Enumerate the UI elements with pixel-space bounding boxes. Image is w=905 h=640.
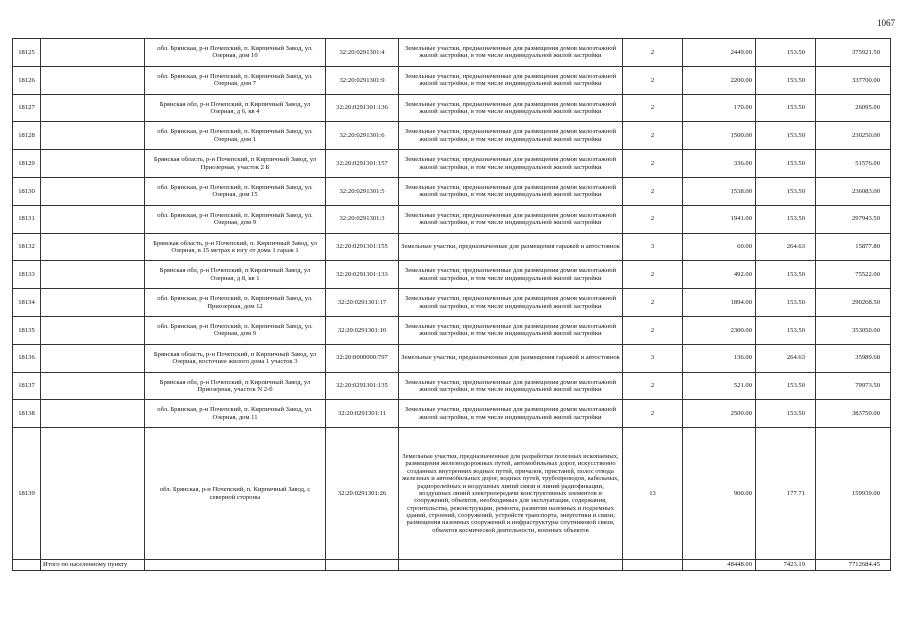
row-address: обл. Брянская, р-н Почепский, п. Кирпичный Завод, ул. Озерная, дом 15 — [145, 177, 326, 205]
row-blank-cell — [41, 400, 145, 428]
total-empty-cell — [13, 560, 41, 571]
row-cadastral-number: 32:20:0291301:135 — [326, 372, 399, 400]
row-area: 2300.00 — [683, 316, 756, 344]
total-empty-cell — [326, 560, 399, 571]
row-blank-cell — [41, 66, 145, 94]
table-row — [13, 205, 891, 233]
row-rate: 153.50 — [756, 122, 816, 150]
row-cadastral-value: 353050.00 — [816, 316, 891, 344]
row-address: Брянская область, р-н Почепский, п Кирпичный Завод, ул Озерная, восточнее жилого дома 1 участок 3 — [145, 344, 326, 372]
row-area: 900.00 — [683, 428, 756, 560]
row-id: 18128 — [13, 122, 41, 150]
row-area: 2500.00 — [683, 400, 756, 428]
row-land-use: Земельные участки, предназначенные для размещения домов малоэтажной жилой застройки, в том числе индивидуальной жилой застройки — [399, 39, 623, 67]
row-id: 18125 — [13, 39, 41, 67]
total-area: 48448.00 — [683, 560, 756, 571]
row-blank-cell — [41, 39, 145, 67]
total-empty-cell — [145, 560, 326, 571]
row-rate: 177.71 — [756, 428, 816, 560]
row-blank-cell — [41, 372, 145, 400]
row-address: обл. Брянская, р-н Почепский, п. Кирпичный Завод, с северной стороны — [145, 428, 326, 560]
row-land-use: Земельные участки, предназначенные для размещения домов малоэтажной жилой застройки, в том числе индивидуальной жилой застройки — [399, 400, 623, 428]
total-empty-cell — [399, 560, 623, 571]
table-row — [13, 400, 891, 428]
table-row — [13, 94, 891, 122]
row-cadastral-number: 32:20:0291301:5 — [326, 177, 399, 205]
row-id: 18129 — [13, 150, 41, 178]
row-blank-cell — [41, 289, 145, 317]
total-label: Итого по населенному пункту — [41, 560, 145, 571]
row-land-use: Земельные участки, предназначенные для размещения домов малоэтажной жилой застройки, в том числе индивидуальной жилой застройки — [399, 66, 623, 94]
row-cadastral-number: 32:20:0291301:17 — [326, 289, 399, 317]
table-row — [13, 66, 891, 94]
row-address: обл. Брянская, р-н Почепский, п. Кирпичный Завод, ул. Озерная, дом 9 — [145, 316, 326, 344]
row-group-code: 2 — [623, 94, 683, 122]
row-cadastral-value: 337700.00 — [816, 66, 891, 94]
row-address: обл. Брянская, р-н Почепский, п. Кирпичный Завод, ул. Озерная, дом 9 — [145, 205, 326, 233]
row-cadastral-value: 159939.00 — [816, 428, 891, 560]
row-rate: 153.50 — [756, 94, 816, 122]
row-rate: 153.50 — [756, 39, 816, 67]
table-row — [13, 150, 891, 178]
row-cadastral-number: 32:20:0291301:9 — [326, 66, 399, 94]
row-rate: 153.50 — [756, 372, 816, 400]
row-group-code: 2 — [623, 205, 683, 233]
row-id: 18132 — [13, 233, 41, 261]
row-cadastral-number: 32:20:0291301:133 — [326, 261, 399, 289]
row-group-code: 2 — [623, 66, 683, 94]
row-area: 2200.00 — [683, 66, 756, 94]
row-rate: 153.50 — [756, 177, 816, 205]
row-group-code: 3 — [623, 344, 683, 372]
page-number: 1067 — [877, 18, 895, 28]
row-rate: 153.50 — [756, 400, 816, 428]
row-address: Брянская область, р-н Почепский, п. Кирпичный Завод, ул Озерная, в 15 метрах к югу от дома 1 гараж 1 — [145, 233, 326, 261]
row-rate: 153.50 — [756, 205, 816, 233]
row-rate: 153.50 — [756, 289, 816, 317]
row-blank-cell — [41, 344, 145, 372]
row-cadastral-value: 79973.50 — [816, 372, 891, 400]
table-row — [13, 289, 891, 317]
row-cadastral-number: 32:20:0291301:155 — [326, 233, 399, 261]
row-id: 18136 — [13, 344, 41, 372]
row-land-use: Земельные участки, предназначенные для размещения домов малоэтажной жилой застройки, в том числе индивидуальной жилой застройки — [399, 261, 623, 289]
row-area: 170.00 — [683, 94, 756, 122]
table-row — [13, 316, 891, 344]
row-cadastral-value: 297943.50 — [816, 205, 891, 233]
row-cadastral-number: 32:20:0291301:10 — [326, 316, 399, 344]
row-land-use: Земельные участки, предназначенные для размещения домов малоэтажной жилой застройки, в том числе индивидуальной жилой застройки — [399, 150, 623, 178]
row-rate: 264.63 — [756, 344, 816, 372]
row-cadastral-number: 32:20:0291301:3 — [326, 205, 399, 233]
row-cadastral-number: 32:20:0291301:26 — [326, 428, 399, 560]
row-blank-cell — [41, 205, 145, 233]
row-id: 18130 — [13, 177, 41, 205]
row-cadastral-number: 32:20:0291301:157 — [326, 150, 399, 178]
table-row — [13, 372, 891, 400]
row-cadastral-value: 230250.00 — [816, 122, 891, 150]
row-rate: 153.50 — [756, 316, 816, 344]
table-row — [13, 344, 891, 372]
total-rate: 7423.19 — [756, 560, 816, 571]
row-area: 1894.00 — [683, 289, 756, 317]
row-cadastral-number: 32:20:0291301:136 — [326, 94, 399, 122]
total-row — [13, 560, 891, 571]
row-area: 521.00 — [683, 372, 756, 400]
row-address: Брянская обл, р-н Почепский, п Кирпичный Завод, ул Озерная, д 8, кв 1 — [145, 261, 326, 289]
row-cadastral-number: 32:20:0291301:4 — [326, 39, 399, 67]
row-group-code: 2 — [623, 39, 683, 67]
row-land-use: Земельные участки, предназначенные для размещения домов малоэтажной жилой застройки, в том числе индивидуальной жилой застройки — [399, 94, 623, 122]
row-cadastral-value: 51576.00 — [816, 150, 891, 178]
row-id: 18131 — [13, 205, 41, 233]
table-row — [13, 261, 891, 289]
table-row-large — [13, 428, 891, 560]
row-cadastral-value: 15877.80 — [816, 233, 891, 261]
row-group-code: 2 — [623, 261, 683, 289]
row-blank-cell — [41, 316, 145, 344]
row-group-code: 2 — [623, 122, 683, 150]
row-rate: 153.50 — [756, 150, 816, 178]
row-cadastral-number: 32:20:0291301:6 — [326, 122, 399, 150]
row-blank-cell — [41, 150, 145, 178]
table-row — [13, 177, 891, 205]
row-land-use: Земельные участки, предназначенные для разработки полезных ископаемых, размещения железнодорожных путей, автомобильных дорог, искусственно созданных внутренних водных путей, причалов, пристаней, полос отвода железных и автомобильных дорог, водных путей, трубопроводов, кабельных, радиорелейных и воздушных линий связи и линий радиофикации, воздушных линий электропередачи конструктивных элементов и сооружений, объектов, необходимых для эксплуатации, содержания, строительства, реконструкции, ремонта, развития наземных и подземных зданий, строений, сооружений, устройств транспорта, энергетики и связи; размещения наземных сооружений и инфраструктуры спутниковой связи, объектов космической деятельности, военных объектов — [399, 428, 623, 560]
row-group-code: 3 — [623, 233, 683, 261]
row-group-code: 2 — [623, 372, 683, 400]
row-area: 1941.00 — [683, 205, 756, 233]
row-group-code: 2 — [623, 150, 683, 178]
row-blank-cell — [41, 233, 145, 261]
row-id: 18138 — [13, 400, 41, 428]
row-blank-cell — [41, 122, 145, 150]
row-land-use: Земельные участки, предназначенные для размещения домов малоэтажной жилой застройки, в том числе индивидуальной жилой застройки — [399, 122, 623, 150]
row-cadastral-value: 290268.50 — [816, 289, 891, 317]
total-value: 7712684.45 — [816, 560, 891, 571]
row-address: Брянская область, р-н Почепский, п Кирпичный Завод, ул Приозерная, участок 2 Б — [145, 150, 326, 178]
row-group-code: 2 — [623, 289, 683, 317]
table-body — [13, 39, 891, 571]
row-group-code: 2 — [623, 177, 683, 205]
row-blank-cell — [41, 177, 145, 205]
row-cadastral-value: 35989.68 — [816, 344, 891, 372]
row-area: 136.00 — [683, 344, 756, 372]
row-cadastral-number: 32:20:0000000:797 — [326, 344, 399, 372]
row-rate: 153.50 — [756, 66, 816, 94]
row-id: 18126 — [13, 66, 41, 94]
row-land-use: Земельные участки, предназначенные для размещения домов малоэтажной жилой застройки, в том числе индивидуальной жилой застройки — [399, 316, 623, 344]
row-group-code: 2 — [623, 316, 683, 344]
row-group-code: 13 — [623, 428, 683, 560]
row-land-use: Земельные участки, предназначенные для размещения гаражей и автостоянок — [399, 344, 623, 372]
row-id: 18133 — [13, 261, 41, 289]
row-address: обл. Брянская, р-н Почепский, п. Кирпичный Завод, ул. Приозерная, дом 12 — [145, 289, 326, 317]
row-address: обл. Брянская, р-н Почепский, п. Кирпичный Завод, ул. Озерная, дом 1 — [145, 122, 326, 150]
row-rate: 153.50 — [756, 261, 816, 289]
row-land-use: Земельные участки, предназначенные для размещения домов малоэтажной жилой застройки, в том числе индивидуальной жилой застройки — [399, 372, 623, 400]
row-address: обл. Брянская, р-н Почепский, п. Кирпичный Завод, ул. Озерная, дом 10 — [145, 39, 326, 67]
row-id: 18127 — [13, 94, 41, 122]
row-cadastral-value: 383750.00 — [816, 400, 891, 428]
row-cadastral-value: 75522.00 — [816, 261, 891, 289]
row-group-code: 2 — [623, 400, 683, 428]
table-row — [13, 122, 891, 150]
row-rate: 264.63 — [756, 233, 816, 261]
row-address: Брянская обл, р-н Почепский, п Кирпичный Завод, ул Приозерная, участок N 2-б — [145, 372, 326, 400]
row-cadastral-value: 236083.00 — [816, 177, 891, 205]
row-id: 18137 — [13, 372, 41, 400]
cadastral-register-table — [12, 38, 891, 571]
row-land-use: Земельные участки, предназначенные для размещения гаражей и автостоянок — [399, 233, 623, 261]
row-area: 492.00 — [683, 261, 756, 289]
row-area: 60.00 — [683, 233, 756, 261]
row-area: 1500.00 — [683, 122, 756, 150]
row-land-use: Земельные участки, предназначенные для размещения домов малоэтажной жилой застройки, в том числе индивидуальной жилой застройки — [399, 289, 623, 317]
row-id: 18134 — [13, 289, 41, 317]
row-blank-cell — [41, 261, 145, 289]
row-land-use: Земельные участки, предназначенные для размещения домов малоэтажной жилой застройки, в том числе индивидуальной жилой застройки — [399, 205, 623, 233]
row-cadastral-value: 375921.50 — [816, 39, 891, 67]
total-empty-cell — [623, 560, 683, 571]
row-cadastral-value: 26095.00 — [816, 94, 891, 122]
row-area: 2449.00 — [683, 39, 756, 67]
row-id: 18135 — [13, 316, 41, 344]
row-blank-cell — [41, 428, 145, 560]
row-address: обл. Брянская, р-н Почепский, п. Кирпичный Завод, ул. Озерная, дом 7 — [145, 66, 326, 94]
row-area: 336.00 — [683, 150, 756, 178]
table-row — [13, 39, 891, 67]
row-blank-cell — [41, 94, 145, 122]
row-area: 1538.00 — [683, 177, 756, 205]
row-id: 18139 — [13, 428, 41, 560]
row-cadastral-number: 32:20:0291301:11 — [326, 400, 399, 428]
row-address: Брянская обл, р-н Почепский, п Кирпичный Завод, ул Озерная, д 6, кв 4 — [145, 94, 326, 122]
table-row — [13, 233, 891, 261]
row-land-use: Земельные участки, предназначенные для размещения домов малоэтажной жилой застройки, в том числе индивидуальной жилой застройки — [399, 177, 623, 205]
row-address: обл. Брянская, р-н Почепский, п. Кирпичный Завод, ул. Озерная, дом 11 — [145, 400, 326, 428]
